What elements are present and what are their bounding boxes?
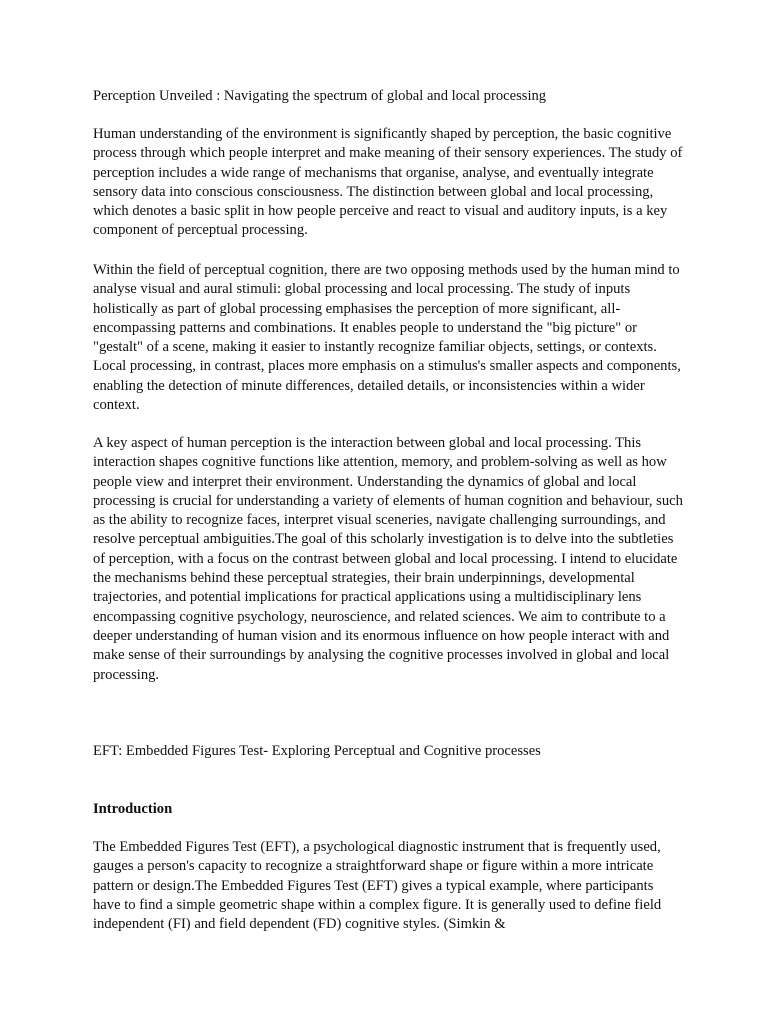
subheading-introduction: Introduction [93, 801, 173, 817]
paragraph-interaction: A key aspect of human perception is the interaction between global and local processing. This interaction shapes cognitive functions like attention, memory, and problem-solving as well as how people view and interpret their environment. Understanding the dynamics of global and local processing is crucial for understanding a variety of elements of human cognition and behaviour, such as the ability to recognize faces, interpret visual sceneries, navigate challenging surroundings, and resolve perceptual ambiguities.The goal of this scholarly investigation is to delve into the subtleties of perception, with a focus on the contrast between global and local processing. I intend to elucidate the mechanisms behind these perceptual strategies, their brain underpinnings, developmental trajectories, and potential implications for practical applications using a multidisciplinary lens encompassing cognitive psychology, neuroscience, and related sciences. We aim to contribute to a deeper understanding of human vision and its enormous influence on how people interact with and make sense of their surroundings by analysing the cognitive processes involved in global and local processing. [93, 435, 683, 683]
paragraph-eft-introduction: The Embedded Figures Test (EFT), a psychological diagnostic instrument that is frequently used, gauges a person's capacity to recognize a straightforward shape or figure within a more intricate pattern or design.The Embedded Figures Test (EFT) gives a typical example, where participants have to find a simple geometric shape within a complex figure. It is generally used to define field independent (FI) and field dependent (FD) cognitive styles. (Simkin & [93, 839, 662, 933]
section-title-eft: EFT: Embedded Figures Test- Exploring Perceptual and Cognitive processes [93, 743, 541, 759]
paragraph-global-local-methods: Within the field of perceptual cognition, there are two opposing methods used by the human mind to analyse visual and aural stimuli: global processing and local processing. The study of inputs holistically as part of global processing emphasises the perception of more significant, all-encompassing patterns and combinations. It enables people to understand the "big picture" or "gestalt" of a scene, making it easier to instantly recognize familiar objects, settings, or contexts. Local processing, in contrast, places more emphasis on a stimulus's smaller aspects and components, enabling the detection of minute differences, detailed details, or inconsistencies within a wider context. [93, 262, 681, 414]
document-title: Perception Unveiled : Navigating the spectrum of global and local processing [93, 88, 547, 104]
paragraph-perception-intro: Human understanding of the environment is significantly shaped by perception, the basic cognitive process through which people interpret and make meaning of their sensory experiences. The study of perception includes a wide range of mechanisms that organise, analyse, and eventually integrate sensory data into conscious consciousness. The distinction between global and local processing, which denotes a basic split in how people perceive and react to visual and auditory inputs, is a key component of perceptual processing. [93, 126, 683, 239]
